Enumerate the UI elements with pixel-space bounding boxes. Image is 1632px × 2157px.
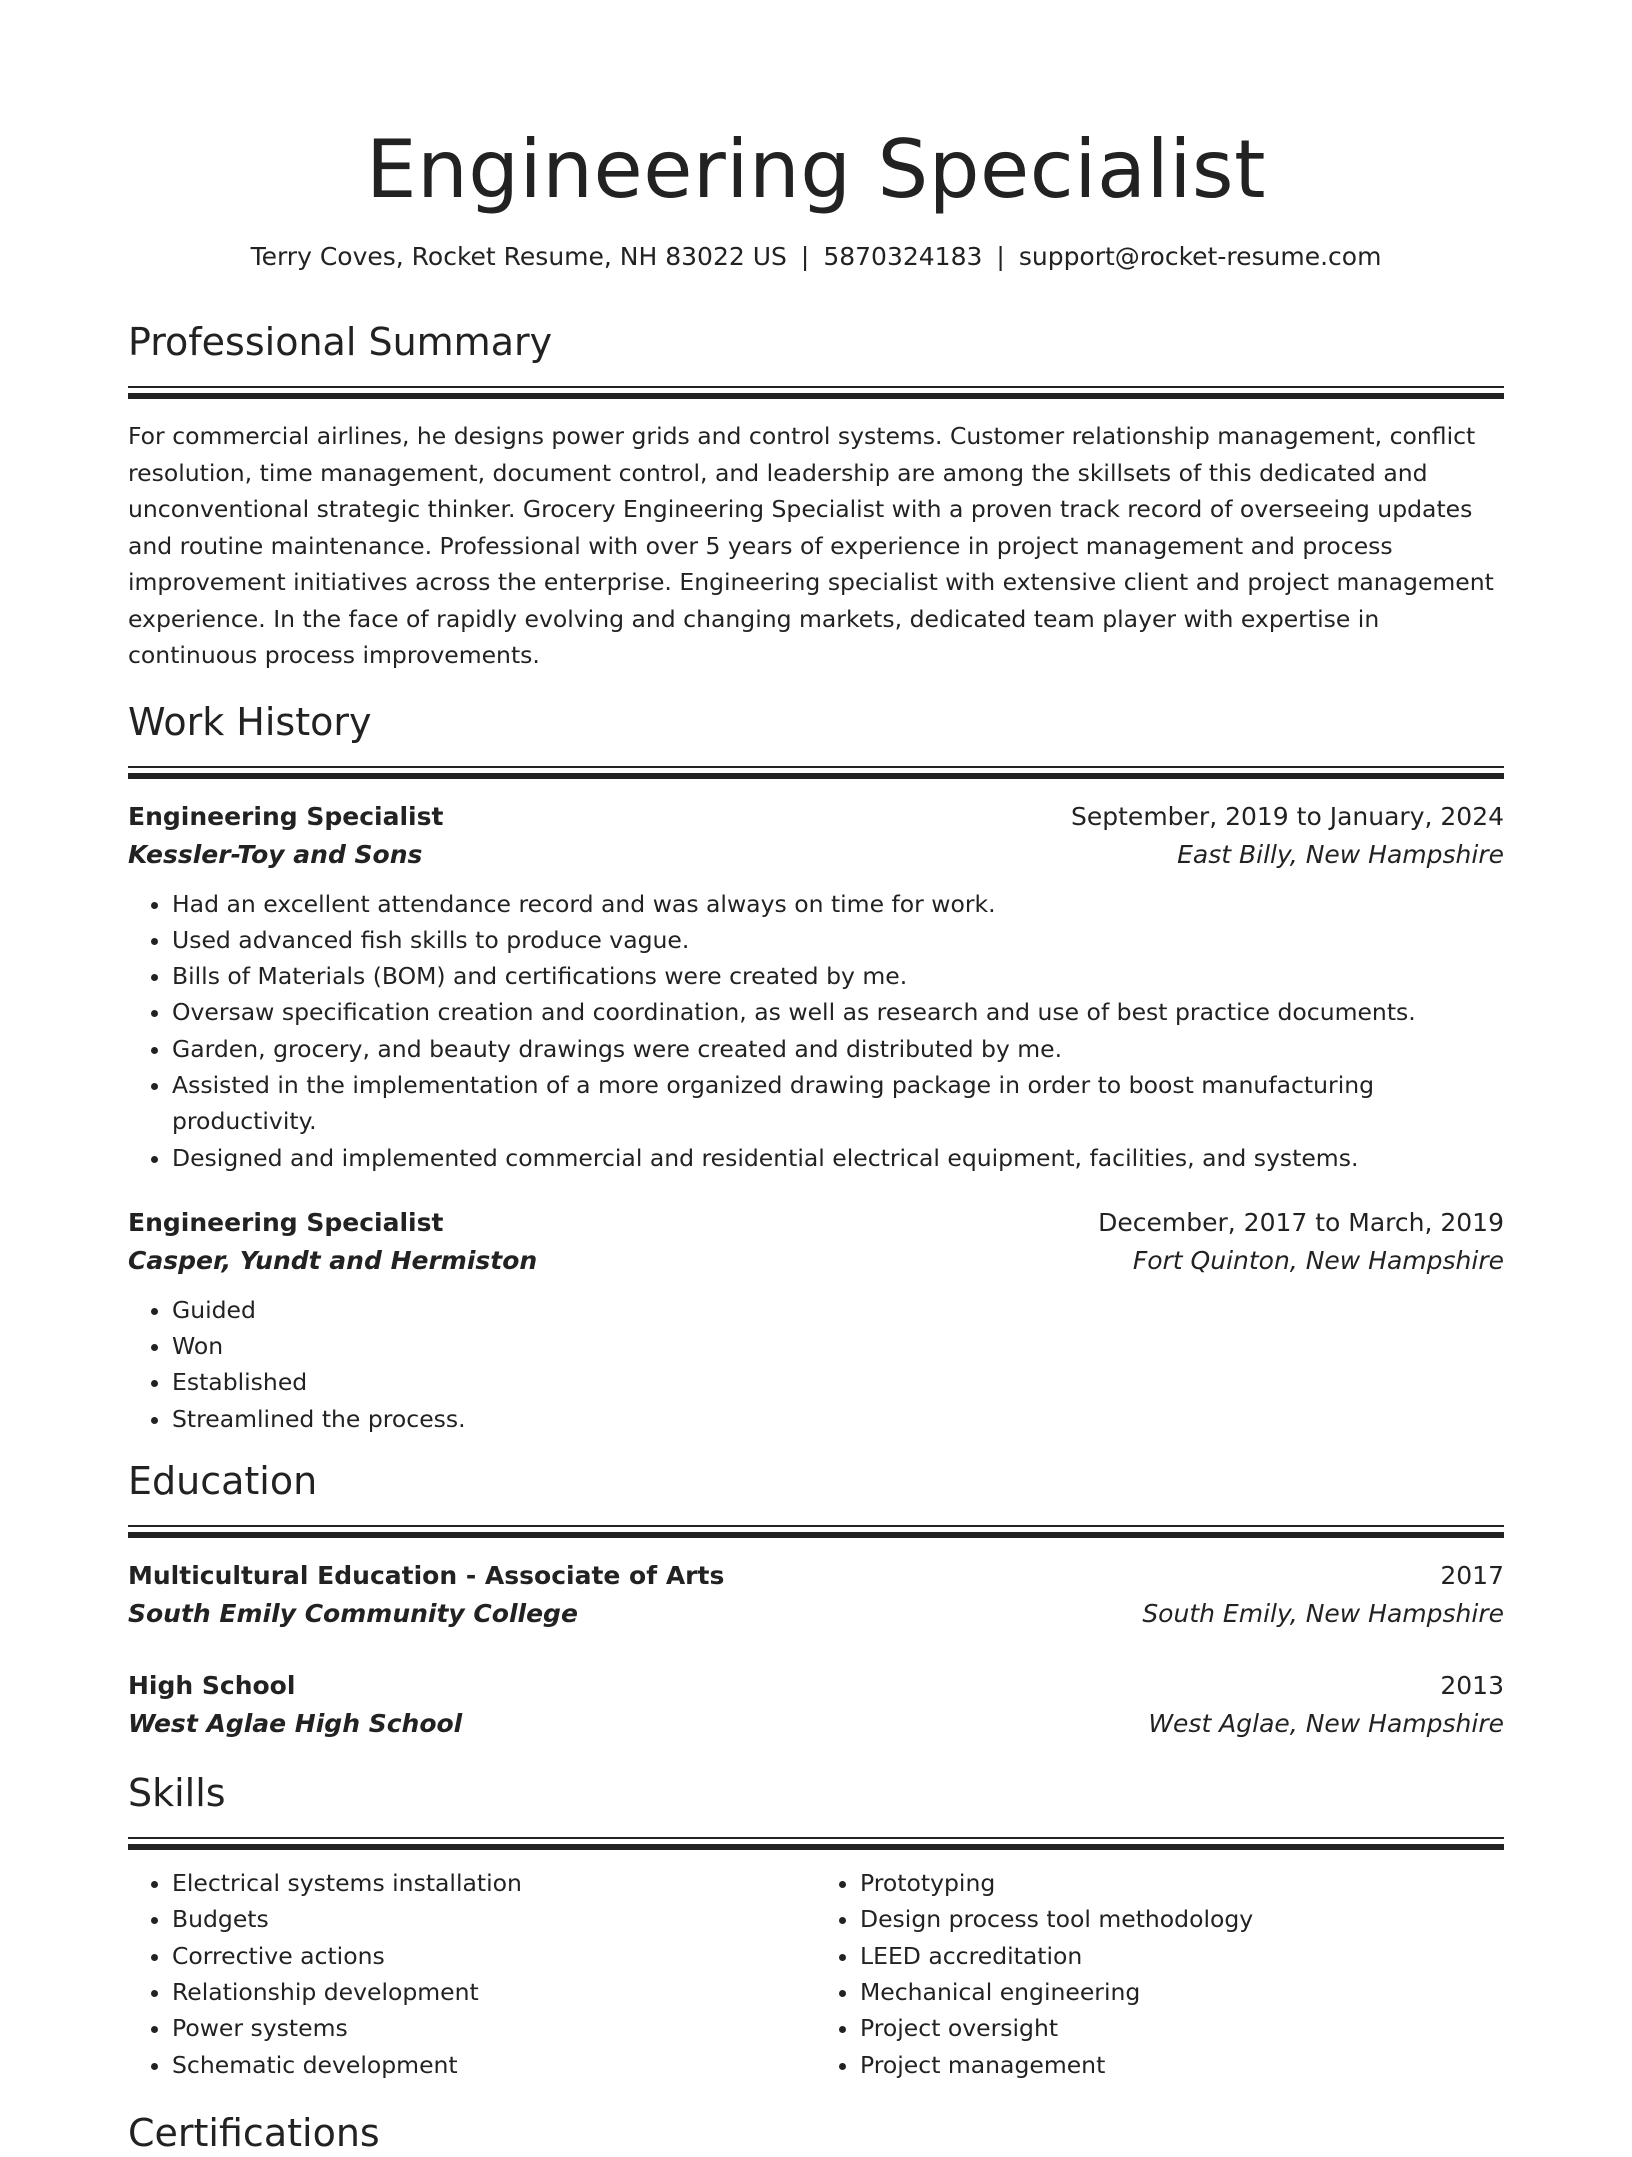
contact-separator: | bbox=[800, 242, 810, 271]
job-dates: December, 2017 to March, 2019 bbox=[1098, 1207, 1504, 1237]
list-item: • Oversaw specification creation and coordination, as well as research and use of best practice documents. bbox=[172, 994, 1504, 1030]
contact-email[interactable]: support@rocket-resume.com bbox=[1018, 242, 1382, 271]
job-location: East Billy, New Hampshire bbox=[1177, 839, 1504, 869]
list-item: • Streamlined the process. bbox=[172, 1401, 1504, 1437]
skills-columns bbox=[128, 1865, 1504, 2083]
job-location: Fort Quinton, New Hampshire bbox=[1132, 1245, 1504, 1275]
section-heading-certifications: Certifications bbox=[128, 2110, 380, 2155]
list-item: • Corrective actions bbox=[172, 1938, 816, 1974]
job-bullets bbox=[128, 1292, 1504, 1437]
list-item: • Designed and implemented commercial and residential electrical equipment, facilities, and systems. bbox=[172, 1140, 1504, 1176]
list-item: • Relationship development bbox=[172, 1974, 816, 2010]
list-item: • Electrical systems installation bbox=[172, 1865, 816, 1901]
list-item: • Garden, grocery, and beauty drawings were created and distributed by me. bbox=[172, 1031, 1504, 1067]
section-heading-summary: Professional Summary bbox=[128, 320, 553, 364]
contact-line bbox=[128, 240, 1504, 274]
education-entry bbox=[128, 1667, 1504, 1743]
list-item: • Project oversight bbox=[860, 2010, 1504, 2046]
section-divider bbox=[128, 766, 1504, 780]
education-degree: High School bbox=[128, 1671, 296, 1701]
skills-list-right bbox=[816, 1865, 1504, 2083]
contact-phone: 5870324183 bbox=[823, 242, 983, 271]
list-item: • Schematic development bbox=[172, 2047, 816, 2083]
section-divider bbox=[128, 1837, 1504, 1851]
section-divider bbox=[128, 386, 1504, 400]
summary-section bbox=[128, 318, 1504, 674]
section-heading-skills: Skills bbox=[128, 1771, 226, 1816]
education-school: South Emily Community College bbox=[128, 1599, 578, 1629]
education-section bbox=[128, 1457, 1504, 1743]
list-item: • LEED accreditation bbox=[860, 1938, 1504, 1974]
job-entry bbox=[128, 798, 1504, 1176]
list-item: • Established bbox=[172, 1364, 1504, 1400]
list-item: • Design process tool methodology bbox=[860, 1901, 1504, 1937]
list-item: • Guided bbox=[172, 1292, 1504, 1328]
education-degree: Multicultural Education - Associate of Arts bbox=[128, 1561, 725, 1591]
summary-text: For commercial airlines, he designs power grids and control systems. Customer relationship management, conflict resolution, time management, document control, and leadership are among the skillsets of this dedicated and unconventional strategic thinker. Grocery Engineering Specialist with a proven track record of overseeing updates and routine maintenance. Professional with over 5 years of experience in project management and process improvement initiatives across the enterprise. Engineering specialist with extensive client and project management experience. In the face of rapidly evolving and changing markets, dedicated team player with expertise in continuous process improvements. bbox=[128, 422, 1494, 669]
resume-content bbox=[128, 0, 1504, 2157]
work-history-section bbox=[128, 698, 1504, 1438]
job-entry bbox=[128, 1204, 1504, 1437]
job-title: Engineering Specialist bbox=[128, 801, 444, 831]
education-year: 2017 bbox=[1440, 1561, 1504, 1591]
contact-separator: | bbox=[996, 242, 1005, 271]
education-location: South Emily, New Hampshire bbox=[1142, 1599, 1504, 1629]
list-item: • Won bbox=[172, 1328, 1504, 1364]
list-item: • Had an excellent attendance record and was always on time for work. bbox=[172, 886, 1504, 922]
skills-section bbox=[128, 1769, 1504, 2083]
job-bullets bbox=[128, 886, 1504, 1176]
education-year: 2013 bbox=[1440, 1671, 1504, 1701]
contact-address: Terry Coves, Rocket Resume, NH 83022 US bbox=[250, 242, 787, 271]
section-heading-education: Education bbox=[128, 1459, 318, 1504]
section-heading-work: Work History bbox=[128, 699, 372, 744]
education-location: West Aglae, New Hampshire bbox=[1148, 1709, 1504, 1739]
list-item: • Prototyping bbox=[860, 1865, 1504, 1901]
certifications-section bbox=[128, 2109, 1504, 2157]
list-item: • Budgets bbox=[172, 1901, 816, 1937]
list-item: • Bills of Materials (BOM) and certifications were created by me. bbox=[172, 958, 1504, 994]
list-item: • Project management bbox=[860, 2047, 1504, 2083]
education-school: West Aglae High School bbox=[128, 1709, 463, 1739]
job-title: Engineering Specialist bbox=[128, 1207, 444, 1237]
list-item: • Used advanced fish skills to produce vague. bbox=[172, 922, 1504, 958]
job-company: Kessler-Toy and Sons bbox=[128, 839, 423, 869]
list-item: • Power systems bbox=[172, 2010, 816, 2046]
list-item: • Mechanical engineering bbox=[860, 1974, 1504, 2010]
skills-list-left bbox=[128, 1865, 816, 2083]
job-dates: September, 2019 to January, 2024 bbox=[1071, 801, 1504, 831]
resume-title: Engineering Specialist bbox=[366, 123, 1266, 216]
section-divider bbox=[128, 1525, 1504, 1539]
list-item: • Assisted in the implementation of a more organized drawing package in order to boost manufacturing productivity. bbox=[172, 1067, 1504, 1140]
job-company: Casper, Yundt and Hermiston bbox=[128, 1245, 538, 1275]
education-entry bbox=[128, 1557, 1504, 1633]
